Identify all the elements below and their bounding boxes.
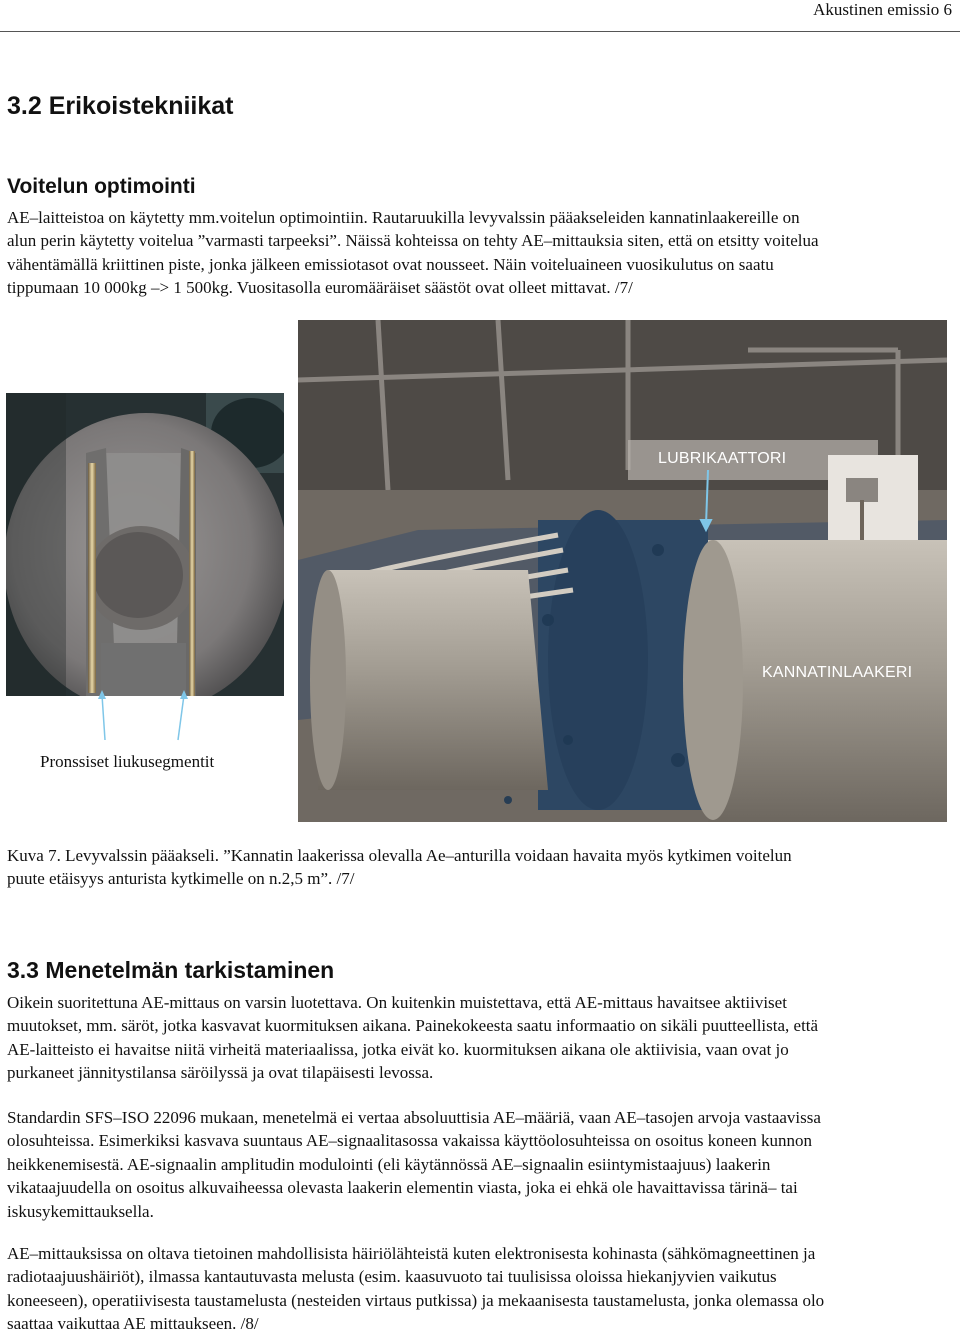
arrow-left bbox=[102, 695, 105, 740]
caption-line: puute etäisyys anturista kytkimelle on n.2,5 m”. /7/ bbox=[7, 869, 355, 888]
paragraph-line: koneeseen), operatiivisesta taustamelusta (nesteiden virtaus putkissa) ja mekaanisesta taustamelusta, jonka olemassa olo bbox=[7, 1290, 825, 1310]
paragraph-line: olosuhteissa. Esimerkiksi kasvava suuntaus AE–signaalitasossa vakaissa käyttöolosuhteissa on osoitus koneen kunnon bbox=[7, 1131, 813, 1151]
paragraph-line: radiotaajuushäiriöt), ilmassa kantautuvasta melusta (esim. kaasuvuoto tai tuulisissa oloissa hiekanjyvien vaikutus bbox=[7, 1267, 777, 1287]
page-header: Akustinen emissio 6 bbox=[813, 0, 952, 19]
paragraph-line: vikataajuudella on osoitus alkuvaiheessa olevasta laakerin elementin viasta, joka ei ehkä ole havaittavissa tärinä– tai bbox=[7, 1178, 798, 1198]
header-divider bbox=[0, 31, 960, 32]
paragraph-line: AE–laitteistoa on käytetty mm.voitelun optimointiin. Rautaruukilla levyvalssin pääakseleiden kannatinlaakereille on bbox=[7, 208, 800, 227]
main-shaft-image bbox=[298, 320, 947, 822]
paragraph-line: tippumaan 10 000kg –> 1 500kg. Vuositasolla euromääräiset säästöt ovat olleet mittavat. /7/ bbox=[7, 278, 633, 298]
paragraph-line: saattaa vaikuttaa AE mittaukseen. /8/ bbox=[7, 1314, 259, 1334]
arrow-left-head bbox=[98, 690, 106, 699]
lubricator-label: LUBRIKAATTORI bbox=[658, 450, 787, 467]
paragraph-line: Standardin SFS–ISO 22096 mukaan, menetelmä ei vertaa absoluuttisia AE–määriä, vaan AE–tasojen arvoja vastaavissa bbox=[7, 1108, 821, 1127]
paragraph-line: heikkenemisestä. AE-signaalin amplitudin modulointi (eli käytännössä AE–signaalin esiintymistaajuus) laakerin bbox=[7, 1154, 771, 1174]
paragraph-line: alun perin käytetty voitelua ”varmasti tarpeeksi”. Näissä kohteissa on tehty AE–mittauksia siten, että on etsitty voitelua bbox=[7, 231, 819, 251]
bronze-segments-photo bbox=[6, 393, 284, 696]
paragraph-line: purkaneet jännitystilansa säröilyssä ja ovat tilapäisesti levossa. bbox=[7, 1063, 434, 1083]
figure-caption bbox=[7, 844, 957, 890]
bearing-label: KANNATINLAAKERI bbox=[762, 664, 913, 681]
bronze-segments-image bbox=[6, 393, 284, 696]
paragraph-line: Oikein suoritettuna AE-mittaus on varsin luotettava. On kuitenkin muistettava, että AE-mittaus havaitsee aktiiviset bbox=[7, 993, 787, 1012]
paragraph-hairiolahteet bbox=[7, 1242, 957, 1336]
segment-arrows bbox=[80, 690, 220, 750]
arrow-right bbox=[178, 695, 184, 740]
section-heading-3-3: 3.3 Menetelmän tarkistaminen bbox=[7, 957, 335, 983]
subheading-voitelun-optimointi: Voitelun optimointi bbox=[7, 175, 196, 198]
paragraph-standardi bbox=[7, 1106, 957, 1223]
section-heading-3-2: 3.2 Erikoistekniikat bbox=[7, 92, 234, 120]
paragraph-line: iskusykemittauksella. bbox=[7, 1201, 154, 1221]
bronze-segments-label: Pronssiset liukusegmentit bbox=[40, 752, 215, 771]
paragraph-voitelu bbox=[7, 206, 957, 300]
arrow-right-head bbox=[180, 690, 188, 699]
paragraph-line: AE–mittauksissa on oltava tietoinen mahdollisista häiriölähteistä kuten elektronisesta kohinasta (sähkömagneettinen ja bbox=[7, 1244, 816, 1263]
paragraph-line: muutokset, mm. säröt, jotka kasvavat kuormituksen aikana. Painekokeesta saatu informaatio on sikäli puutteellista, että bbox=[7, 1016, 819, 1036]
paragraph-line: vähentämällä kriittinen piste, jonka jälkeen emissiotasot ovat nousseet. Näin voiteluaineen vuosikulutus on saatu bbox=[7, 254, 774, 274]
caption-line: Kuva 7. Levyvalssin pääakseli. ”Kannatin laakerissa olevalla Ae–anturilla voidaan havaita myös kytkimen voitelun bbox=[7, 846, 792, 865]
paragraph-luotettavuus bbox=[7, 991, 957, 1085]
main-shaft-photo bbox=[298, 320, 947, 822]
paragraph-line: AE-laitteisto ei havaitse niitä virheitä materiaalissa, jotka eivät ko. kuormituksen aikana ole aktiivisia, vaan ovat jo bbox=[7, 1039, 789, 1059]
